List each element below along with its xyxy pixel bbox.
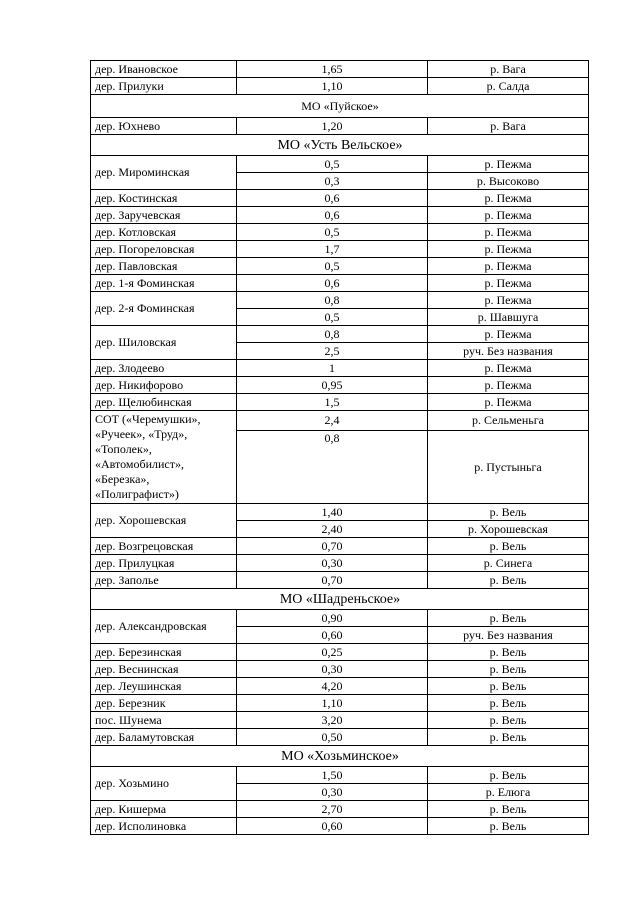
river-name-cell: р. Пежма (428, 292, 589, 309)
settlement-name-cell: дер. Юхнево (91, 118, 237, 135)
settlement-name-line: «Полиграфист») (95, 487, 179, 501)
river-name-cell: р. Синега (428, 555, 589, 572)
table-row (91, 767, 589, 784)
distance-value-cell: 2,4 (237, 411, 428, 431)
settlement-name-cell: дер. Хозьмино (91, 767, 237, 801)
river-name-cell: р. Пежма (428, 190, 589, 207)
distance-value-cell: 0,30 (237, 784, 428, 801)
settlement-name-cell: дер. Ивановское (91, 61, 237, 78)
river-name-cell: р. Вель (428, 610, 589, 627)
table-row (91, 504, 589, 521)
river-name-cell: р. Вель (428, 712, 589, 729)
settlement-name-cell: дер. Веснинская (91, 661, 237, 678)
table-row (91, 644, 589, 661)
river-name-cell: р. Пежма (428, 156, 589, 173)
settlement-name-cell: дер. 1-я Фоминская (91, 275, 237, 292)
river-name-cell: р. Вель (428, 678, 589, 695)
settlement-name-cell: дер. Заручевская (91, 207, 237, 224)
river-name-cell: р. Хорошевская (428, 521, 589, 538)
table-row (91, 224, 589, 241)
settlement-name-cell: дер. Леушинская (91, 678, 237, 695)
table-row (91, 801, 589, 818)
river-name-cell: р. Сельменьга (428, 411, 589, 431)
section-header-row (91, 95, 589, 118)
river-name-cell: р. Вель (428, 729, 589, 746)
settlement-name-cell: дер. Злодеево (91, 360, 237, 377)
distance-value-cell: 0,3 (237, 173, 428, 190)
table-row (91, 678, 589, 695)
settlement-name-cell: дер. Хорошевская (91, 504, 237, 538)
distance-value-cell: 0,8 (237, 292, 428, 309)
river-name-cell: р. Шавшуга (428, 309, 589, 326)
section-title: МО «Усть Вельское» (91, 135, 589, 156)
distance-value-cell: 3,20 (237, 712, 428, 729)
distance-value-cell: 0,70 (237, 572, 428, 589)
section-title: МО «Хозьминское» (91, 746, 589, 767)
distance-value-cell: 0,5 (237, 309, 428, 326)
distance-value-cell: 0,8 (237, 326, 428, 343)
river-name-cell: р. Пежма (428, 224, 589, 241)
distance-value-cell: 0,5 (237, 224, 428, 241)
distance-value-cell: 0,90 (237, 610, 428, 627)
river-name-cell: р. Вель (428, 572, 589, 589)
table-row (91, 78, 589, 95)
settlement-name-cell: дер. Заполье (91, 572, 237, 589)
river-name-cell: р. Пежма (428, 326, 589, 343)
settlement-name-cell: дер. Баламутовская (91, 729, 237, 746)
table-row (91, 712, 589, 729)
table-row (91, 729, 589, 746)
table-row (91, 275, 589, 292)
river-name-cell: р. Вель (428, 695, 589, 712)
river-name-cell: р. Пежма (428, 207, 589, 224)
settlement-name-cell: дер. Прилуки (91, 78, 237, 95)
distance-value-cell: 0,70 (237, 538, 428, 555)
river-name-cell: р. Пежма (428, 241, 589, 258)
table-row (91, 360, 589, 377)
river-name-cell: р. Вага (428, 61, 589, 78)
distance-value-cell: 0,25 (237, 644, 428, 661)
settlement-name-cell: дер. Возгрецовская (91, 538, 237, 555)
settlement-name-cell: дер. Кишерма (91, 801, 237, 818)
distance-value-cell: 1 (237, 360, 428, 377)
distance-value-cell: 2,70 (237, 801, 428, 818)
table-row (91, 377, 589, 394)
river-name-cell: р. Вага (428, 118, 589, 135)
table-row (91, 292, 589, 309)
river-name-cell: р. Пустыньга (428, 431, 589, 504)
distance-value-cell: 0,30 (237, 555, 428, 572)
section-header-row (91, 746, 589, 767)
settlement-name-line: «Тополек», (95, 442, 152, 456)
settlement-name-line: «Автомобилист», (95, 457, 184, 471)
table-row (91, 411, 589, 431)
river-name-cell: руч. Без названия (428, 627, 589, 644)
distance-value-cell: 1,65 (237, 61, 428, 78)
table-row (91, 258, 589, 275)
river-name-cell: руч. Без названия (428, 343, 589, 360)
table-row (91, 190, 589, 207)
table-row (91, 118, 589, 135)
table-row (91, 555, 589, 572)
settlement-name-cell: дер. Павловская (91, 258, 237, 275)
settlement-name-cell: дер. 2-я Фоминская (91, 292, 237, 326)
river-name-cell: р. Салда (428, 78, 589, 95)
table-row (91, 207, 589, 224)
distance-value-cell: 0,30 (237, 661, 428, 678)
river-name-cell: р. Вель (428, 661, 589, 678)
settlement-name-line: «Ручеек», «Труд», (95, 427, 188, 441)
table-row (91, 326, 589, 343)
distance-value-cell: 2,40 (237, 521, 428, 538)
table-row (91, 610, 589, 627)
settlement-name-cell: дер. Шиловская (91, 326, 237, 360)
river-name-cell: р. Вель (428, 818, 589, 835)
river-name-cell: р. Пежма (428, 377, 589, 394)
river-name-cell: р. Вель (428, 801, 589, 818)
settlement-name-cell: дер. Погореловская (91, 241, 237, 258)
settlement-name-line: СОТ («Черемушки», (95, 412, 201, 426)
river-name-cell: р. Высоково (428, 173, 589, 190)
table-row (91, 572, 589, 589)
distance-value-cell: 0,95 (237, 377, 428, 394)
table-row (91, 156, 589, 173)
river-name-cell: р. Вель (428, 644, 589, 661)
table-row (91, 394, 589, 411)
distance-value-cell: 0,5 (237, 258, 428, 275)
settlement-name-cell: пос. Шунема (91, 712, 237, 729)
table-row (91, 61, 589, 78)
table-body (91, 61, 589, 835)
settlement-name-cell: дер. Костинская (91, 190, 237, 207)
distance-value-cell: 1,5 (237, 394, 428, 411)
section-title: МО «Пуйское» (91, 95, 589, 118)
river-name-cell: р. Пежма (428, 360, 589, 377)
settlement-name-line: «Березка», (95, 472, 150, 486)
distance-value-cell: 0,5 (237, 156, 428, 173)
settlement-name-cell: дер. Прилуцкая (91, 555, 237, 572)
settlement-name-cell: дер. Щелюбинская (91, 394, 237, 411)
settlement-name-cell: дер. Никифорово (91, 377, 237, 394)
distance-value-cell: 1,50 (237, 767, 428, 784)
settlement-river-table (90, 60, 589, 835)
settlement-name-cell: дер. Березинская (91, 644, 237, 661)
section-title: МО «Шадреньское» (91, 589, 589, 610)
distance-value-cell: 1,40 (237, 504, 428, 521)
table-row (91, 818, 589, 835)
river-name-cell: р. Елюга (428, 784, 589, 801)
settlement-name-cell: дер. Александровская (91, 610, 237, 644)
distance-value-cell: 1,20 (237, 118, 428, 135)
river-name-cell: р. Пежма (428, 258, 589, 275)
river-name-cell: р. Вель (428, 504, 589, 521)
section-header-row (91, 589, 589, 610)
distance-value-cell: 1,10 (237, 78, 428, 95)
distance-value-cell: 0,60 (237, 627, 428, 644)
distance-value-cell: 0,50 (237, 729, 428, 746)
river-name-cell: р. Вель (428, 538, 589, 555)
table-row (91, 695, 589, 712)
distance-value-cell: 1,7 (237, 241, 428, 258)
river-name-cell: р. Пежма (428, 394, 589, 411)
river-name-cell: р. Вель (428, 767, 589, 784)
settlement-name-cell (91, 411, 237, 504)
settlement-name-cell: дер. Исполиновка (91, 818, 237, 835)
settlement-name-cell: дер. Березник (91, 695, 237, 712)
distance-value-cell: 0,8 (237, 431, 428, 504)
distance-value-cell: 0,6 (237, 275, 428, 292)
distance-value-cell: 0,6 (237, 190, 428, 207)
distance-value-cell: 2,5 (237, 343, 428, 360)
distance-value-cell: 0,60 (237, 818, 428, 835)
table-row (91, 661, 589, 678)
table-row (91, 538, 589, 555)
river-name-cell: р. Пежма (428, 275, 589, 292)
distance-value-cell: 1,10 (237, 695, 428, 712)
distance-value-cell: 4,20 (237, 678, 428, 695)
table-row (91, 241, 589, 258)
settlement-name-cell: дер. Котловская (91, 224, 237, 241)
section-header-row (91, 135, 589, 156)
distance-value-cell: 0,6 (237, 207, 428, 224)
settlement-name-cell: дер. Мироминская (91, 156, 237, 190)
